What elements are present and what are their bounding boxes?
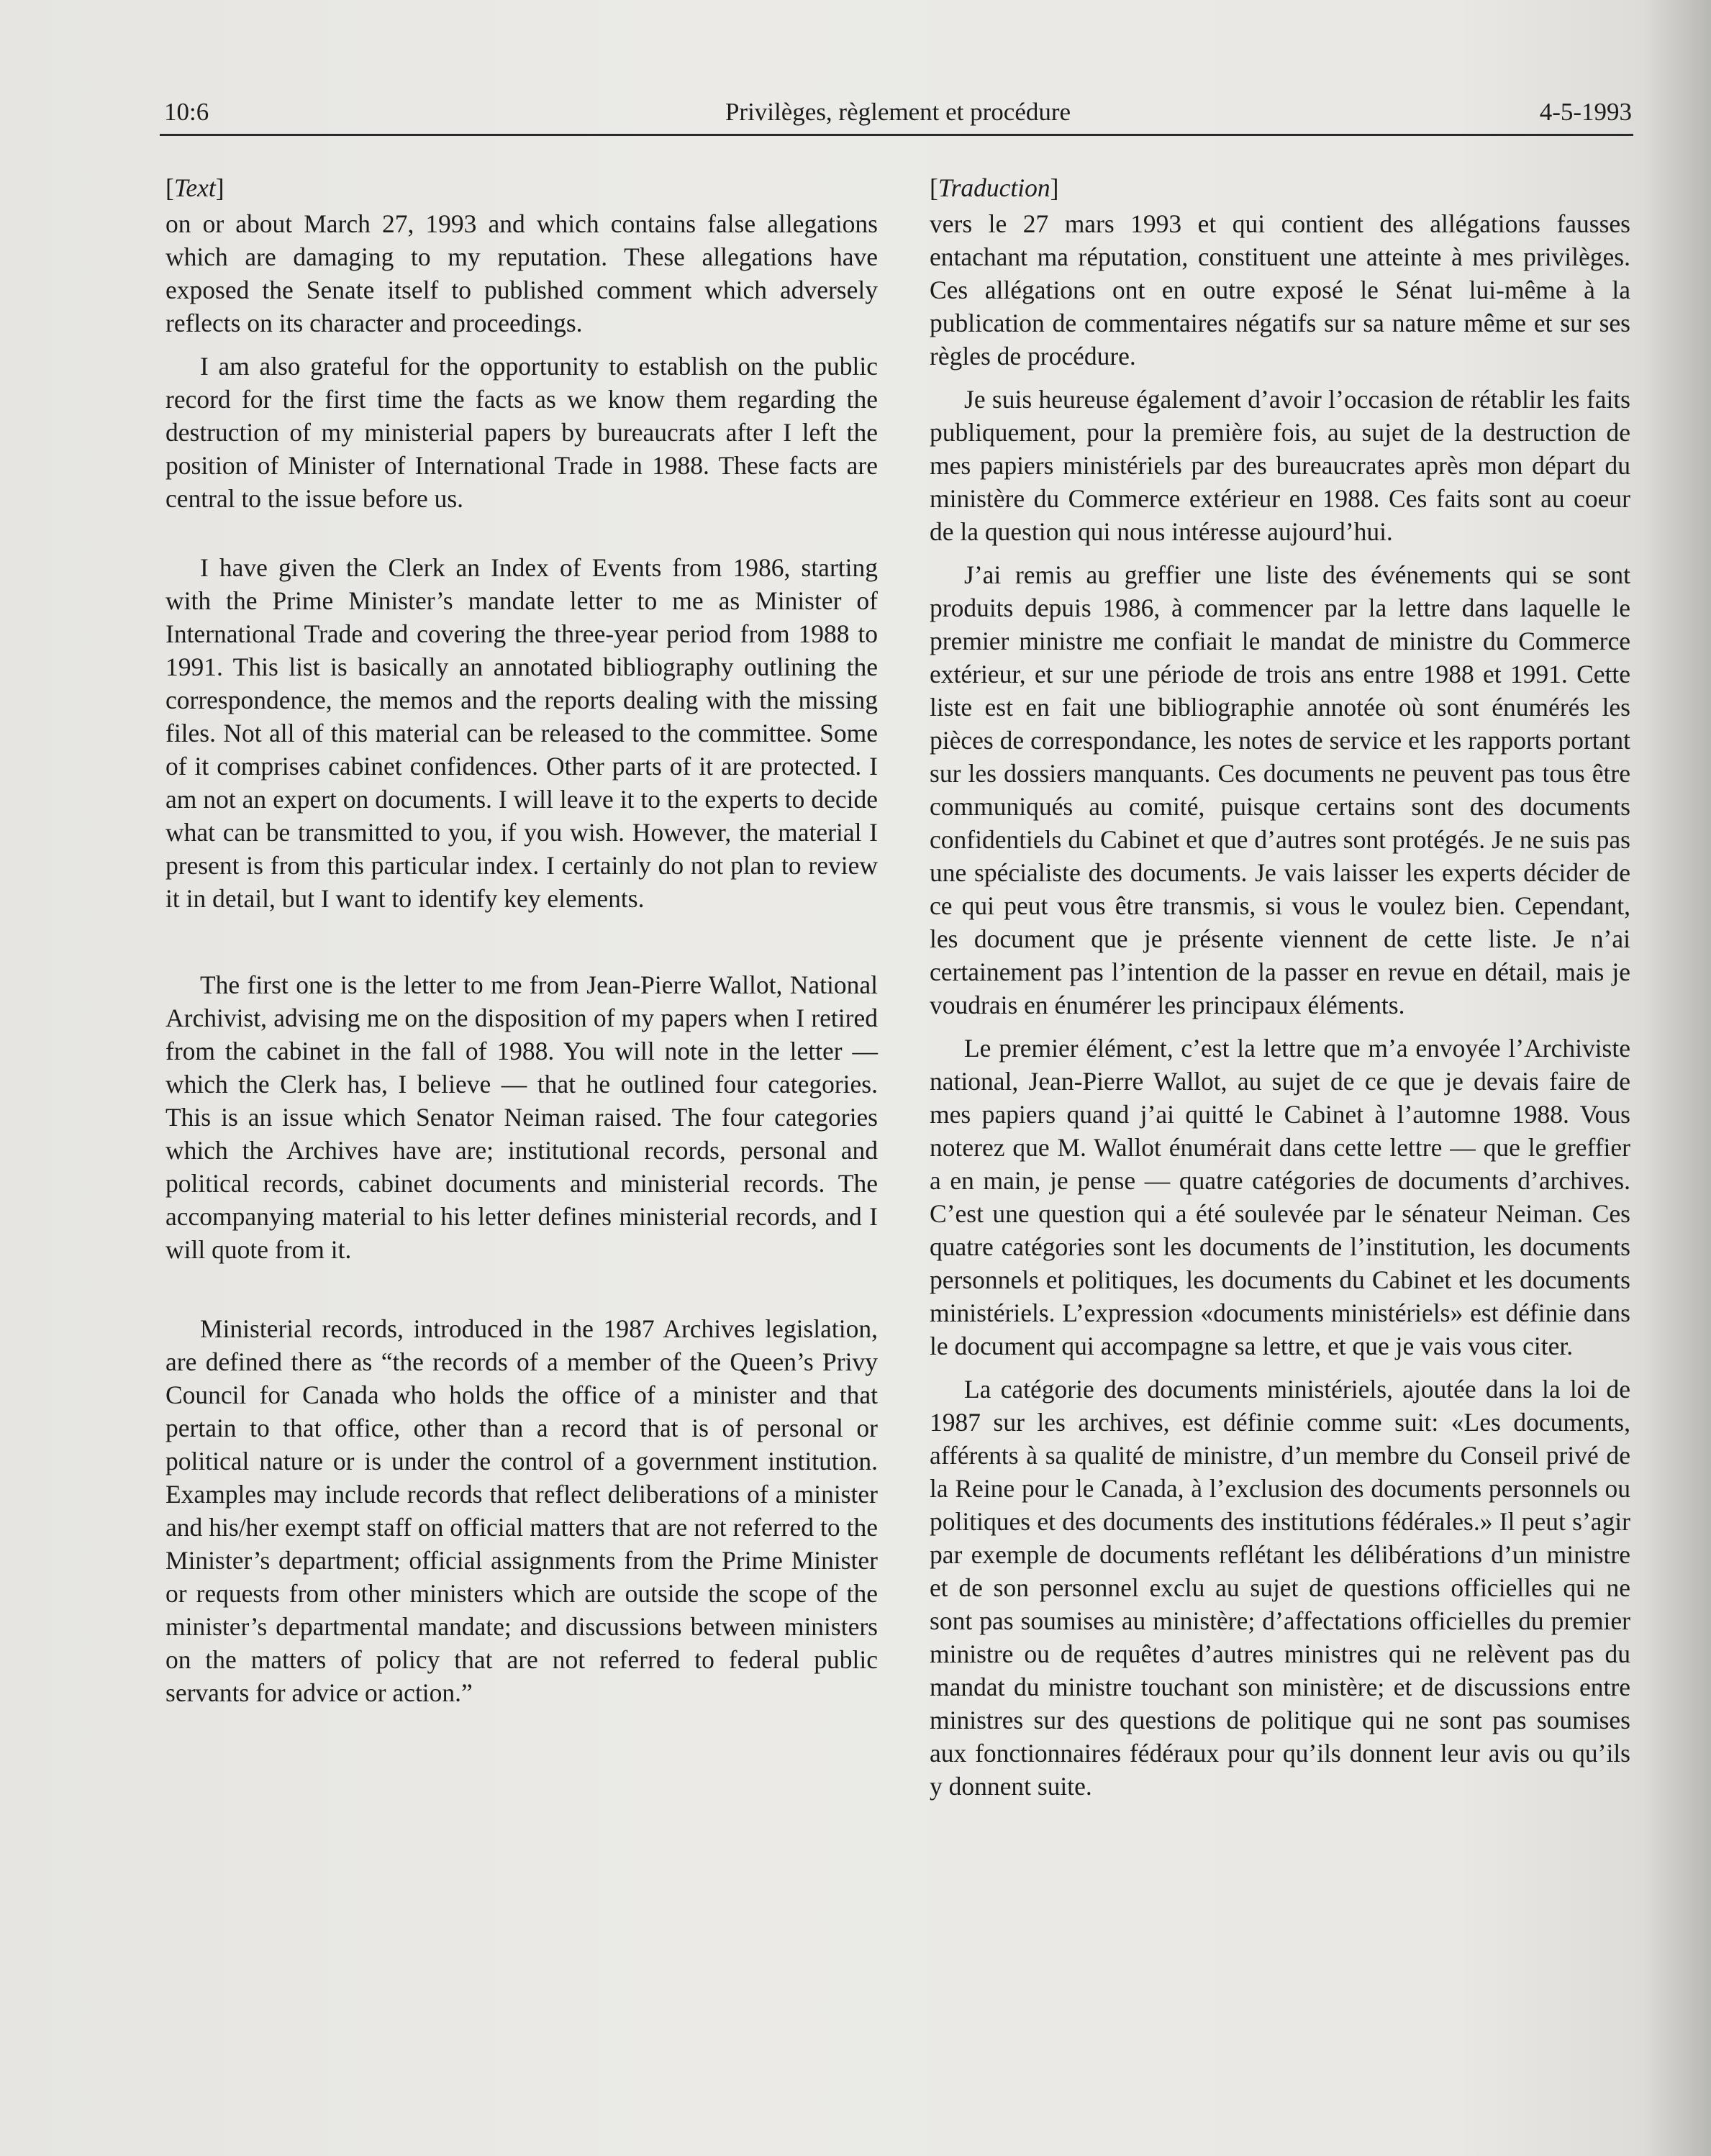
running-title: Privilèges, règlement et procédure — [725, 98, 1071, 126]
paragraph: Ministerial records, introduced in the 1987 Archives legislation, are defined there as “the records of a member of the Queen’s Privy Council for Canada who holds the office of a minister and that pertain to that office, other than a record that is of personal or political nature or is under the control of a government institution. Examples may include records that reflect deliberations of a minister and his/her exempt staff on official matters that are not referred to the Minister’s department; official assignments from the Prime Minister or requests from other ministers which are outside the scope of the minister’s departmental mandate; and discussions between ministers on the matters of policy that are not referred to federal public servants for advice or action.” — [165, 1314, 878, 1707]
running-head — [164, 98, 1632, 134]
paragraph: on or about March 27, 1993 and which contains false allegations which are damaging to my reputation. These allegations have exposed the Senate itself to published comment which adversely reflects on its character and proceedings. — [165, 209, 878, 337]
column-tag: [Traduction] — [930, 173, 1059, 202]
paragraph: The first one is the letter to me from Jean-Pierre Wallot, National Archivist, advising me on the disposition of my papers when I retired from the cabinet in the fall of 1988. You will note in the letter — which the Clerk has, I believe — that he outlined four categories. This is an issue which Senator Neiman raised. The four categories which the Archives have are; institutional records, personal and political records, cabinet documents and ministerial records. The accompanying material to his letter defines ministerial records, and I will quote from it. — [165, 970, 878, 1264]
french-column — [930, 171, 1630, 1813]
page-folio: 10:6 — [164, 98, 209, 126]
paragraph: vers le 27 mars 1993 et qui contient des allégations fausses entachant ma réputation, constituent une atteinte à mes privilèges. Ces allégations ont en outre exposé le Sénat lui-même à la publication de commentaires négatifs sur sa nature même et sur ses règles de procédure. — [930, 209, 1630, 370]
paragraph: La catégorie des documents ministériels, ajoutée dans la loi de 1987 sur les archives, est définie comme suit: «Les documents, afférents à sa qualité de ministre, d’un membre du Conseil privé de la Reine pour le Canada, à l’exclusion des documents personnels ou politiques et des documents des institutions fédérales.» Il peut s’agir par exemple de documents reflétant les délibérations d’un ministre et de son personnel exclu au sujet de questions officielles qui ne sont pas soumises au ministère; d’affectations officielles du premier ministre ou de requêtes d’autres ministres qui ne relèvent pas du mandat du ministre touchant son ministère; et de discussions entre ministres sur des questions de politique qui ne sont pas soumises aux fonctionnaires fédéraux pour qu’ils donnent leur avis ou qu’ils y donnent suite. — [930, 1375, 1630, 1801]
column-tag: [Text] — [165, 173, 224, 202]
spacer — [165, 525, 878, 551]
english-column — [165, 171, 878, 1719]
header-rule — [160, 134, 1633, 136]
column-tag-label: Text — [173, 173, 216, 202]
paragraph: J’ai remis au greffier une liste des événements qui se sont produits depuis 1986, à commencer par la lettre dans laquelle le premier ministre me confiait le mandat de ministre du Commerce extérieur, et sur une période de trois ans entre 1988 et 1991. Cette liste est en fait une bibliographie annotée où sont énumérés les pièces de correspondance, les notes de service et les rapports portant sur les dossiers manquants. Ces documents ne peuvent pas tous être communiqués au comité, puisque certains sont des documents confidentiels du Cabinet et que d’autres sont protégés. Je ne suis pas une spécialiste des documents. Je vais laisser les experts décider de ce qui peut vous être transmis, si vous le voulez bien. Cependant, les document que je présente viennent de cette liste. Je n’ai certainement pas l’intention de la passer en revue en détail, mais je voudrais en énumérer les principaux éléments. — [930, 560, 1630, 1019]
spacer — [165, 1276, 878, 1312]
paragraph: Je suis heureuse également d’avoir l’occasion de rétablir les faits publiquement, pour la première fois, au sujet de la destruction de mes papiers ministériels par des bureaucrates après mon départ du ministère du Commerce extérieur en 1988. Ces faits sont au coeur de la question qui nous intéresse aujourd’hui. — [930, 385, 1630, 546]
header-date: 4-5-1993 — [1539, 98, 1632, 126]
spacer — [165, 925, 878, 968]
column-tag-label: Traduction — [938, 173, 1050, 202]
paragraph: I have given the Clerk an Index of Events from 1986, starting with the Prime Minister’s mandate letter to me as Minister of International Trade and covering the three-year period from 1988 to 1991. This list is basically an annotated bibliography outlining the correspondence, the memos and the reports dealing with the missing files. Not all of this material can be released to the committee. Some of it comprises cabinet confidences. Other parts of it are protected. I am not an expert on documents. I will leave it to the experts to decide what can be transmitted to you, if you wish. However, the material I present is from this particular index. I certainly do not plan to review it in detail, but I want to identify key elements. — [165, 553, 878, 913]
paragraph: Le premier élément, c’est la lettre que m’a envoyée l’Archiviste national, Jean-Pierre Wallot, au sujet de ce que je devais faire de mes papiers quand j’ai quitté le Cabinet à l’automne 1988. Vous noterez que M. Wallot énumérait dans cette lettre — que le greffier a en main, je pense — quatre catégories de documents d’archives. C’est une question qui a été soulevée par le sénateur Neiman. Ces quatre catégories sont les documents de l’institution, les documents personnels et politiques, les documents du Cabinet et les documents ministériels. L’expression «documents ministériels» est définie dans le document qui accompagne sa lettre, et que je vais vous citer. — [930, 1034, 1630, 1360]
paragraph: I am also grateful for the opportunity to establish on the public record for the first time the facts as we know them regarding the destruction of my ministerial papers by bureaucrats after I left the position of Minister of International Trade in 1988. These facts are central to the issue before us. — [165, 352, 878, 513]
